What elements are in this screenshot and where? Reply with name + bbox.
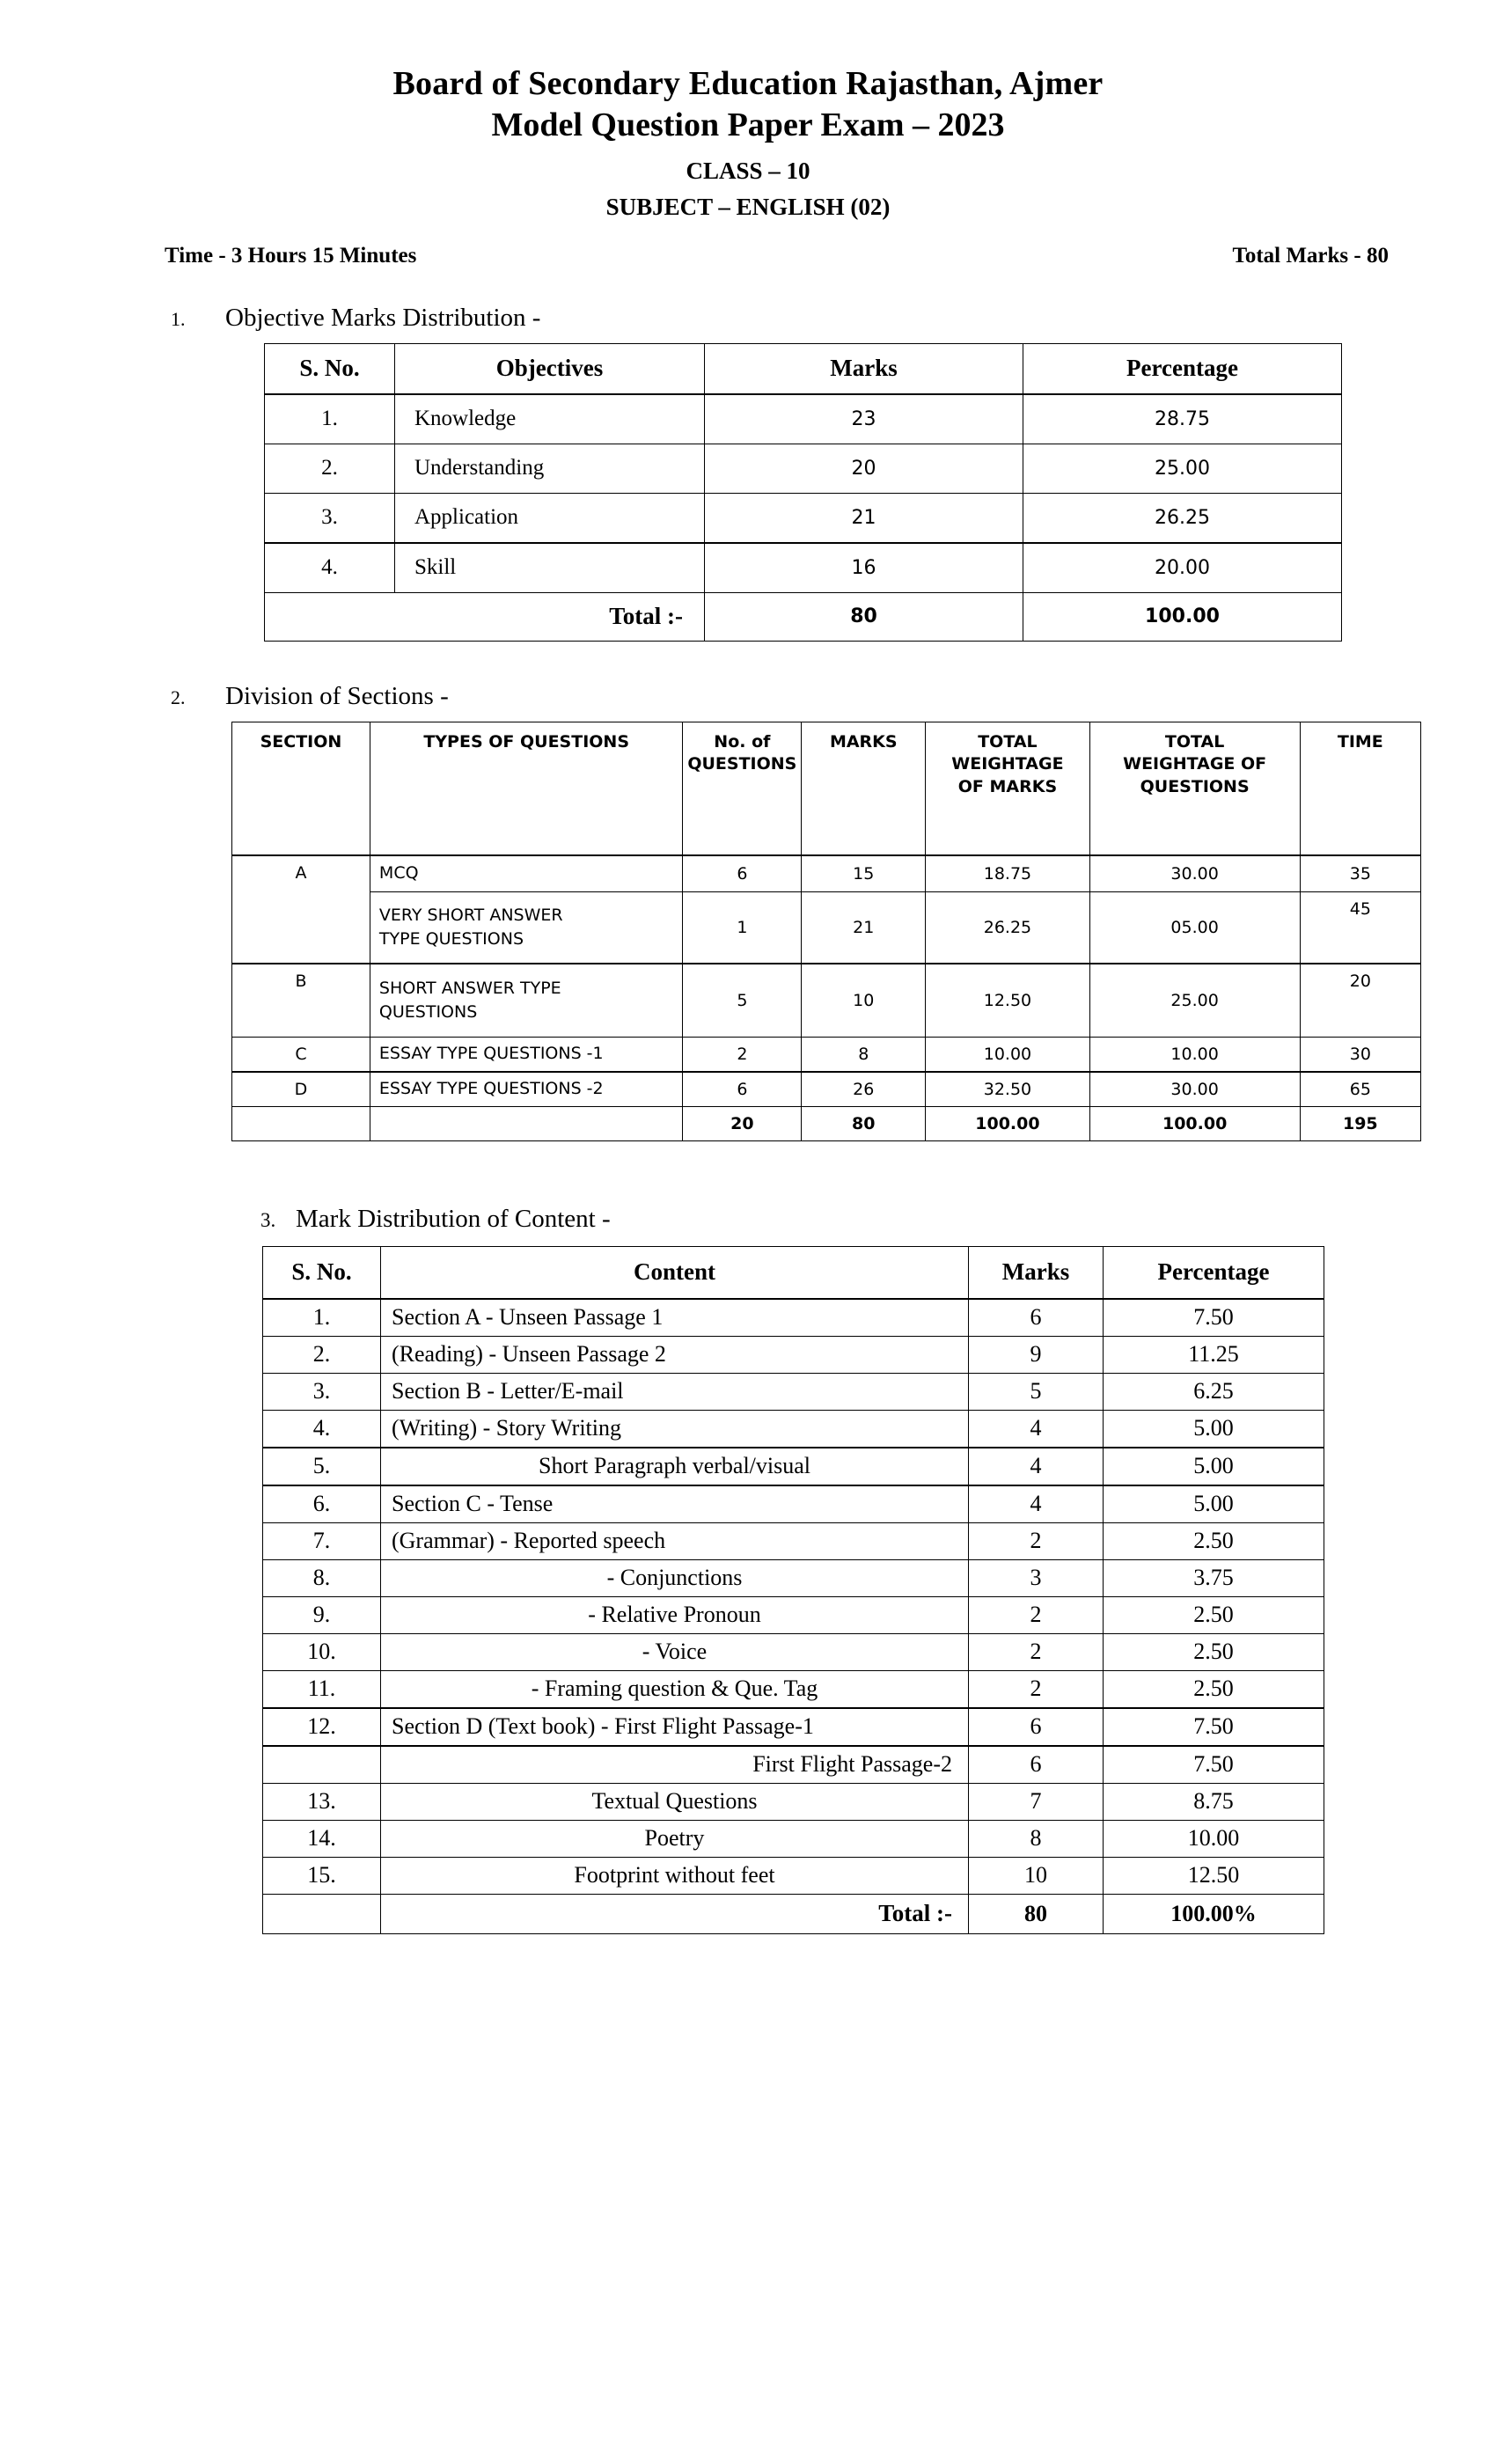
table-row	[265, 543, 1342, 593]
cell-sno	[263, 1746, 381, 1784]
header-line: No. of	[714, 731, 771, 752]
total-marks: Total Marks - 80	[1232, 243, 1389, 268]
cell-twm: 26.25	[926, 891, 1089, 964]
table-row	[263, 1522, 1324, 1559]
cell-twm: 10.00	[926, 1037, 1089, 1072]
cell-sno: 5.	[263, 1448, 381, 1485]
type-line: TYPE QUESTIONS	[378, 928, 524, 949]
cell-time: 30	[1300, 1037, 1420, 1072]
cell-content: First Flight Passage-2	[381, 1746, 969, 1784]
section-1-heading	[171, 304, 1496, 333]
table-row	[265, 444, 1342, 493]
total-percentage-cell: 100.00%	[1104, 1894, 1324, 1933]
table-row	[263, 1670, 1324, 1708]
cell-percentage: 2.50	[1104, 1670, 1324, 1708]
cell-objective: Knowledge	[395, 394, 705, 444]
cell-content: Poetry	[381, 1820, 969, 1857]
cell-content: (Writing) - Story Writing	[381, 1410, 969, 1448]
cell-no-questions: 6	[683, 1072, 802, 1107]
cell-percentage: 10.00	[1104, 1820, 1324, 1857]
cell-percentage: 28.75	[1023, 394, 1342, 444]
cell-percentage: 5.00	[1104, 1485, 1324, 1523]
cell-content: Section A - Unseen Passage 1	[381, 1299, 969, 1337]
cell-percentage: 2.50	[1104, 1522, 1324, 1559]
header-line: WEIGHTAGE OF	[1123, 754, 1267, 774]
cell-marks: 3	[969, 1559, 1104, 1596]
cell-time: 35	[1300, 855, 1420, 892]
total-percentage-cell: 100.00	[1023, 592, 1342, 641]
cell-percentage: 12.50	[1104, 1857, 1324, 1894]
column-header-sno: S. No.	[265, 343, 395, 394]
cell-twq: 10.00	[1089, 1037, 1300, 1072]
cell-objective: Understanding	[395, 444, 705, 493]
cell-marks: 20	[705, 444, 1023, 493]
cell-marks: 6	[969, 1746, 1104, 1784]
cell-sno: 13.	[263, 1783, 381, 1820]
table-header-row	[232, 722, 1421, 855]
column-header-time: TIME	[1300, 722, 1420, 855]
cell-marks: 4	[969, 1410, 1104, 1448]
cell-content: Section C - Tense	[381, 1485, 969, 1523]
cell-sno: 2.	[265, 444, 395, 493]
cell-marks: 16	[705, 543, 1023, 593]
cell-marks: 10	[969, 1857, 1104, 1894]
cell-twq: 25.00	[1089, 964, 1300, 1038]
header-line: QUESTIONS	[1140, 777, 1250, 797]
cell-sno: 7.	[263, 1522, 381, 1559]
total-marks-cell: 80	[969, 1894, 1104, 1933]
cell-percentage: 7.50	[1104, 1299, 1324, 1337]
subject-line: SUBJECT – ENGLISH (02)	[605, 193, 891, 220]
cell-content: - Relative Pronoun	[381, 1596, 969, 1633]
cell-section: D	[232, 1072, 370, 1107]
table-header-row	[263, 1246, 1324, 1299]
cell-marks: 15	[802, 855, 926, 892]
table-row	[263, 1596, 1324, 1633]
cell-percentage: 3.75	[1104, 1559, 1324, 1596]
cell-no-questions: 2	[683, 1037, 802, 1072]
mark-distribution-of-content-table	[262, 1246, 1324, 1934]
cell-type	[370, 891, 683, 964]
cell-sno: 1.	[263, 1299, 381, 1337]
column-header-objectives: Objectives	[395, 343, 705, 394]
table-row	[265, 394, 1342, 444]
column-header-marks: MARKS	[802, 722, 926, 855]
cell-content: Section B - Letter/E-mail	[381, 1373, 969, 1410]
table-row	[263, 1336, 1324, 1373]
total-twq-cell: 100.00	[1089, 1106, 1300, 1140]
cell-marks: 26	[802, 1072, 926, 1107]
section-3-title: Mark Distribution of Content -	[296, 1204, 611, 1233]
header-line: WEIGHTAGE	[951, 754, 1064, 774]
table-row	[232, 1072, 1421, 1107]
table-total-row	[232, 1106, 1421, 1140]
total-no-questions-cell: 20	[683, 1106, 802, 1140]
total-label: Total :-	[265, 592, 705, 641]
total-marks-cell: 80	[802, 1106, 926, 1140]
cell-percentage: 5.00	[1104, 1448, 1324, 1485]
cell-no-questions: 5	[683, 964, 802, 1038]
cell-sno: 8.	[263, 1559, 381, 1596]
cell-sno: 1.	[265, 394, 395, 444]
exam-meta-row	[0, 224, 1496, 268]
header-line: QUESTIONS	[687, 754, 797, 774]
cell-percentage: 25.00	[1023, 444, 1342, 493]
cell-content: Textual Questions	[381, 1783, 969, 1820]
column-header-percentage: Percentage	[1104, 1246, 1324, 1299]
cell-sno: 6.	[263, 1485, 381, 1523]
header-line: OF MARKS	[957, 777, 1058, 797]
cell-marks: 8	[969, 1820, 1104, 1857]
table-row	[263, 1708, 1324, 1746]
cell-marks: 21	[802, 891, 926, 964]
total-twm-cell: 100.00	[926, 1106, 1089, 1140]
table-row	[263, 1783, 1324, 1820]
cell-percentage: 2.50	[1104, 1596, 1324, 1633]
cell-marks: 8	[802, 1037, 926, 1072]
cell-type	[370, 964, 683, 1038]
cell-no-questions: 6	[683, 855, 802, 892]
section-1-title: Objective Marks Distribution -	[225, 303, 541, 332]
cell-type: MCQ	[370, 855, 683, 892]
time-allowed: Time - 3 Hours 15 Minutes	[165, 243, 417, 268]
cell-marks: 23	[705, 394, 1023, 444]
section-1-number: 1.	[171, 307, 186, 330]
type-line: SHORT ANSWER TYPE	[378, 979, 561, 999]
cell-percentage: 20.00	[1023, 543, 1342, 593]
table-header-row	[265, 343, 1342, 394]
cell-sno: 4.	[263, 1410, 381, 1448]
total-type-cell	[370, 1106, 683, 1140]
type-line: QUESTIONS	[378, 1001, 478, 1022]
cell-marks: 6	[969, 1708, 1104, 1746]
cell-percentage: 6.25	[1104, 1373, 1324, 1410]
column-header-section: SECTION	[232, 722, 370, 855]
cell-percentage: 8.75	[1104, 1783, 1324, 1820]
table-row	[263, 1485, 1324, 1523]
table-row	[263, 1820, 1324, 1857]
total-label: Total :-	[381, 1894, 969, 1933]
column-header-total-weightage-of-marks	[926, 722, 1089, 855]
board-title: Board of Secondary Education Rajasthan, Ajmer	[392, 65, 1104, 102]
cell-section: B	[232, 964, 370, 1038]
cell-type: ESSAY TYPE QUESTIONS -1	[370, 1037, 683, 1072]
document-header	[0, 0, 1496, 224]
column-header-sno: S. No.	[263, 1246, 381, 1299]
cell-no-questions: 1	[683, 891, 802, 964]
cell-marks: 21	[705, 493, 1023, 543]
cell-percentage: 2.50	[1104, 1633, 1324, 1670]
cell-marks: 9	[969, 1336, 1104, 1373]
cell-content: - Framing question & Que. Tag	[381, 1670, 969, 1708]
column-header-percentage: Percentage	[1023, 343, 1342, 394]
table-row	[232, 855, 1421, 892]
cell-marks: 10	[802, 964, 926, 1038]
cell-sno: 15.	[263, 1857, 381, 1894]
table-row	[265, 493, 1342, 543]
cell-marks: 6	[969, 1299, 1104, 1337]
table-row	[232, 1037, 1421, 1072]
cell-time: 45	[1300, 891, 1420, 964]
cell-sno: 3.	[263, 1373, 381, 1410]
cell-objective: Skill	[395, 543, 705, 593]
table-row	[263, 1299, 1324, 1337]
cell-objective: Application	[395, 493, 705, 543]
table-row	[263, 1559, 1324, 1596]
cell-content: Section D (Text book) - First Flight Passage-1	[381, 1708, 969, 1746]
paper-title: Model Question Paper Exam – 2023	[491, 106, 1005, 144]
table-row	[263, 1633, 1324, 1670]
cell-twq: 30.00	[1089, 1072, 1300, 1107]
column-header-content: Content	[381, 1246, 969, 1299]
cell-content: (Reading) - Unseen Passage 2	[381, 1336, 969, 1373]
total-time-cell: 195	[1300, 1106, 1420, 1140]
cell-marks: 2	[969, 1670, 1104, 1708]
class-line: CLASS – 10	[686, 157, 810, 184]
column-header-marks: Marks	[705, 343, 1023, 394]
cell-time: 65	[1300, 1072, 1420, 1107]
table-row	[232, 891, 1421, 964]
table-row	[263, 1410, 1324, 1448]
cell-twm: 12.50	[926, 964, 1089, 1038]
column-header-types-of-questions: TYPES OF QUESTIONS	[370, 722, 683, 855]
header-line: TOTAL	[1164, 731, 1225, 752]
table-row	[263, 1448, 1324, 1485]
cell-sno: 3.	[265, 493, 395, 543]
cell-percentage: 7.50	[1104, 1708, 1324, 1746]
column-header-total-weightage-of-questions	[1089, 722, 1300, 855]
section-3-number: 3.	[260, 1208, 276, 1231]
cell-twq: 30.00	[1089, 855, 1300, 892]
cell-sno: 9.	[263, 1596, 381, 1633]
cell-percentage: 26.25	[1023, 493, 1342, 543]
table-total-row	[265, 592, 1342, 641]
cell-sno: 12.	[263, 1708, 381, 1746]
cell-marks: 7	[969, 1783, 1104, 1820]
section-3-heading	[260, 1205, 1496, 1234]
table-row	[263, 1857, 1324, 1894]
cell-marks: 4	[969, 1485, 1104, 1523]
cell-content: - Conjunctions	[381, 1559, 969, 1596]
cell-sno: 14.	[263, 1820, 381, 1857]
cell-content: Footprint without feet	[381, 1857, 969, 1894]
column-header-no-of-questions	[683, 722, 802, 855]
cell-marks: 2	[969, 1633, 1104, 1670]
cell-sno: 10.	[263, 1633, 381, 1670]
section-2-number: 2.	[171, 686, 186, 708]
cell-section: C	[232, 1037, 370, 1072]
table-row	[232, 964, 1421, 1038]
cell-sno: 2.	[263, 1336, 381, 1373]
cell-content: - Voice	[381, 1633, 969, 1670]
total-marks-cell: 80	[705, 592, 1023, 641]
cell-section: A	[232, 855, 370, 964]
cell-sno: 4.	[265, 543, 395, 593]
cell-time: 20	[1300, 964, 1420, 1038]
objective-marks-distribution-table	[264, 343, 1342, 642]
cell-twm: 18.75	[926, 855, 1089, 892]
cell-percentage: 7.50	[1104, 1746, 1324, 1784]
cell-twq: 05.00	[1089, 891, 1300, 964]
cell-percentage: 11.25	[1104, 1336, 1324, 1373]
section-2-heading	[171, 682, 1496, 711]
table-row	[263, 1373, 1324, 1410]
cell-content: (Grammar) - Reported speech	[381, 1522, 969, 1559]
cell-twm: 32.50	[926, 1072, 1089, 1107]
total-blank-cell	[263, 1894, 381, 1933]
section-2-title: Division of Sections -	[225, 681, 449, 710]
table-total-row	[263, 1894, 1324, 1933]
cell-marks: 2	[969, 1522, 1104, 1559]
cell-percentage: 5.00	[1104, 1410, 1324, 1448]
division-of-sections-table	[231, 722, 1421, 1141]
cell-sno: 11.	[263, 1670, 381, 1708]
cell-marks: 5	[969, 1373, 1104, 1410]
cell-type: ESSAY TYPE QUESTIONS -2	[370, 1072, 683, 1107]
column-header-marks: Marks	[969, 1246, 1104, 1299]
cell-marks: 4	[969, 1448, 1104, 1485]
total-section-cell	[232, 1106, 370, 1140]
cell-content: Short Paragraph verbal/visual	[381, 1448, 969, 1485]
table-row	[263, 1746, 1324, 1784]
cell-marks: 2	[969, 1596, 1104, 1633]
type-line: VERY SHORT ANSWER	[378, 906, 563, 926]
header-line: TOTAL	[978, 731, 1038, 752]
